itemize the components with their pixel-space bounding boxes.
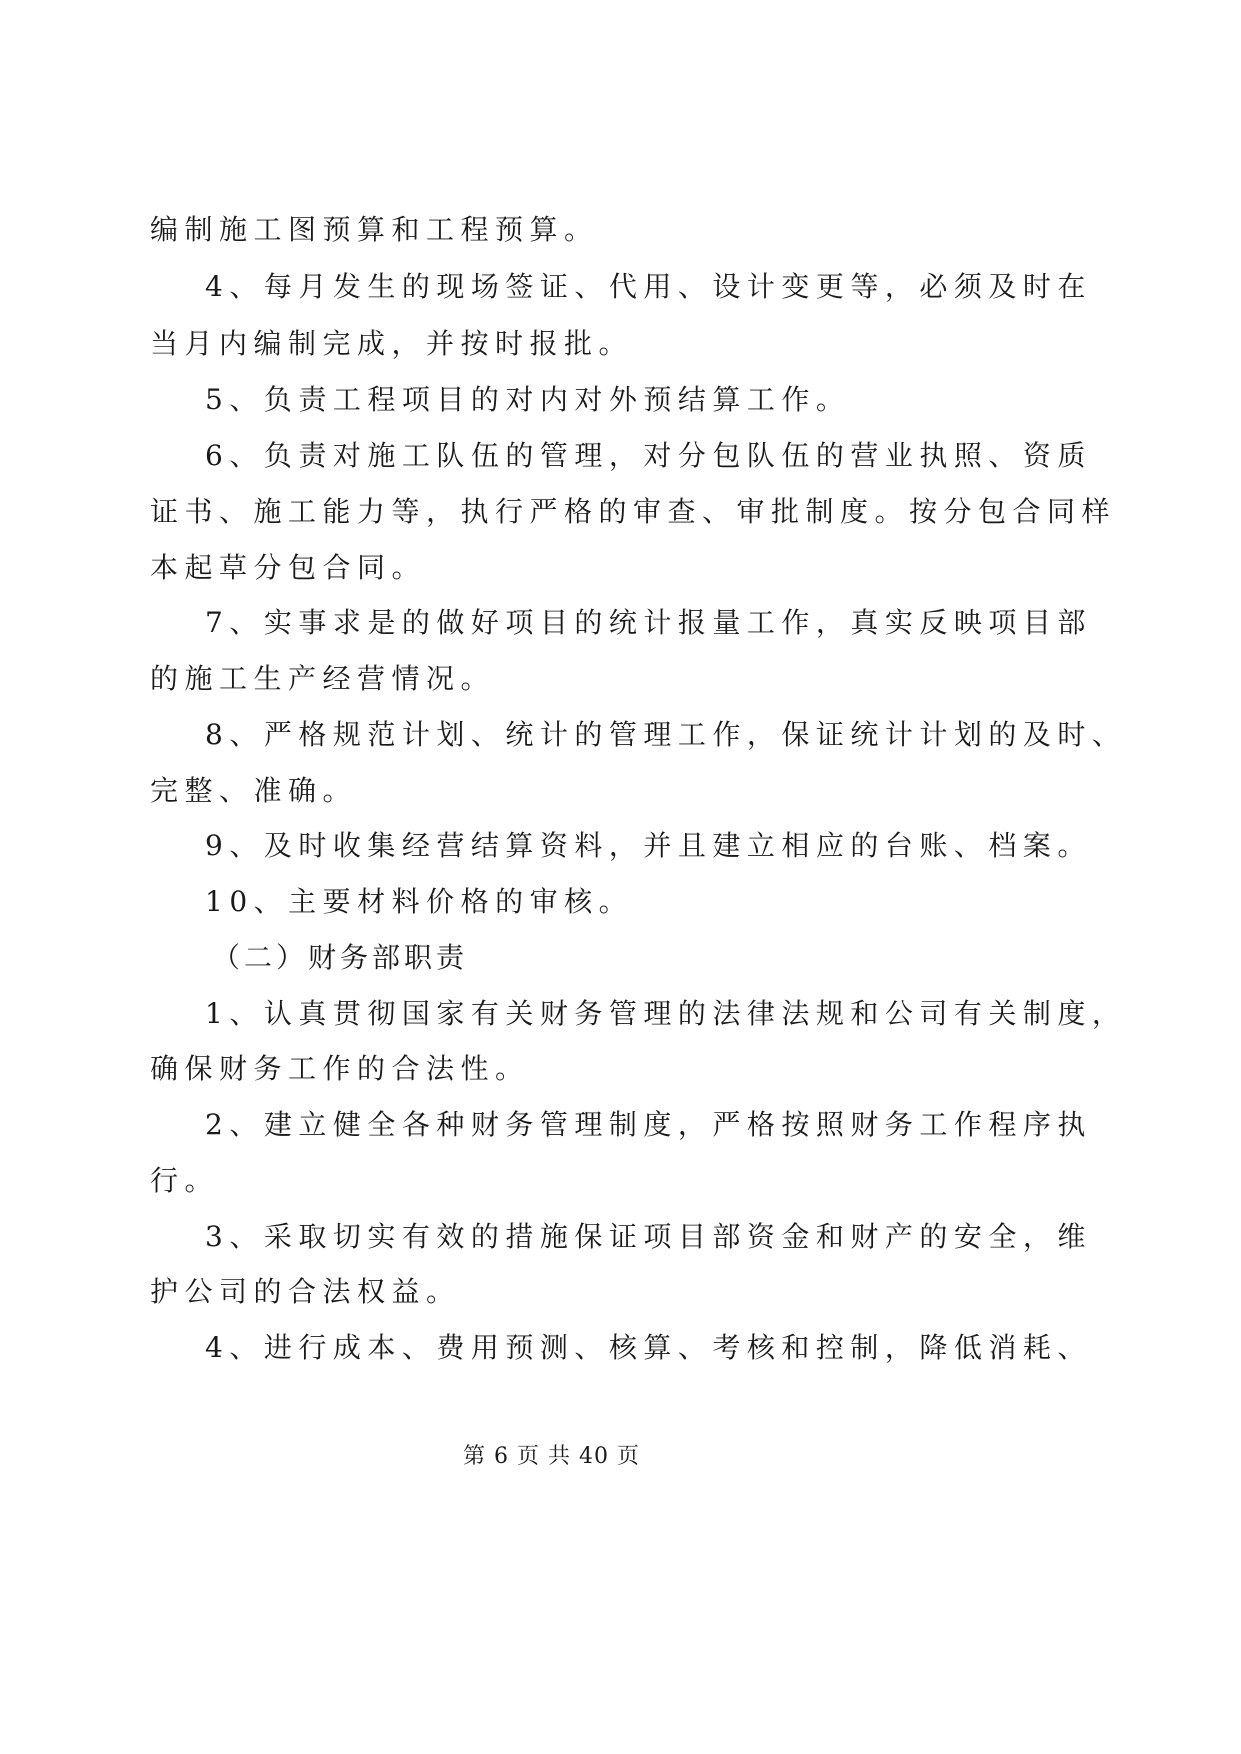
text-line: 10、主要材料价格的审核。 (205, 885, 634, 918)
text-line: 3、采取切实有效的措施保证项目部资金和财产的安全，维 (205, 1220, 1092, 1253)
text-line: 编制施工图预算和工程预算。 (150, 213, 599, 246)
text-line: 9、及时收集经营结算资料，并且建立相应的台账、档案。 (205, 829, 1092, 862)
text-line: 本起草分包合同。 (150, 551, 427, 584)
text-line: 2、建立健全各种财务管理制度，严格按照财务工作程序执 (205, 1108, 1092, 1141)
text-line: 4、每月发生的现场签证、代用、设计变更等，必须及时在 (205, 270, 1092, 303)
text-line: 5、负责工程项目的对内对外预结算工作。 (205, 383, 851, 416)
page-footer: 第 6 页 共 40 页 (463, 1444, 640, 1469)
text-line: 证书、施工能力等，执行严格的审查、审批制度。按分包合同样 (150, 495, 1117, 528)
text-line: 完整、准确。 (150, 774, 358, 807)
text-line: 护公司的合法权益。 (150, 1275, 461, 1308)
text-line: 8、严格规范计划、统计的管理工作，保证统计计划的及时、 (205, 718, 1127, 751)
text-line: 确保财务工作的合法性。 (150, 1052, 530, 1085)
section-heading: （二）财务部职责 (212, 941, 469, 974)
text-line: 当月内编制完成，并按时报批。 (150, 327, 634, 360)
text-line: 1、认真贯彻国家有关财务管理的法律法规和公司有关制度， (205, 997, 1127, 1030)
text-line: 7、实事求是的做好项目的统计报量工作，真实反映项目部 (205, 606, 1092, 639)
text-line: 4、进行成本、费用预测、核算、考核和控制，降低消耗、 (205, 1331, 1092, 1364)
text-line: 行。 (150, 1164, 220, 1197)
text-line: 6、负责对施工队伍的管理，对分包队伍的营业执照、资质 (205, 439, 1092, 472)
text-line: 的施工生产经营情况。 (150, 662, 496, 695)
